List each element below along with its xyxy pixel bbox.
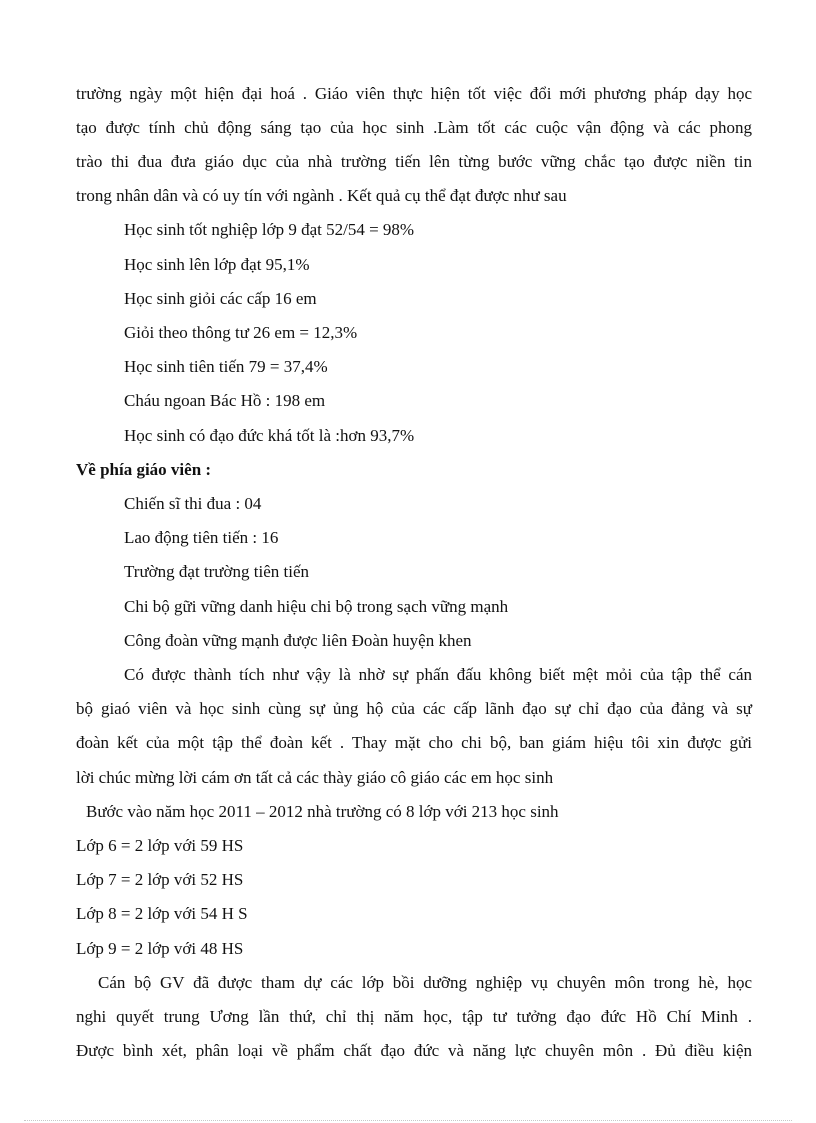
student-result-4: Giỏi theo thông tư 26 em = 12,3%	[124, 323, 358, 342]
para1-line-2: tạo được tính chủ động sáng tạo của học sinh .Làm tốt các cuộc vận động và các phong	[76, 118, 752, 137]
class-line-8: Lớp 8 = 2 lớp với 54 H S	[76, 904, 248, 923]
teacher-result-4: Chi bộ gữi vững danh hiệu chi bộ trong sạch vững mạnh	[124, 597, 509, 616]
student-result-6: Cháu ngoan Bác Hồ : 198 em	[124, 391, 326, 410]
class-line-7: Lớp 7 = 2 lớp với 52 HS	[76, 870, 244, 889]
para2-line-1: Có được thành tích như vậy là nhờ sự phấn đấu không biết mệt mỏi của tập thể cán	[124, 665, 752, 684]
class-line-6: Lớp 6 = 2 lớp với 59 HS	[76, 836, 244, 855]
teacher-result-3: Trường đạt trường tiên tiến	[124, 562, 309, 581]
teacher-result-2: Lao động tiên tiến : 16	[124, 528, 279, 547]
class-line-9: Lớp 9 = 2 lớp với 48 HS	[76, 939, 244, 958]
student-result-5: Học sinh tiên tiến 79 = 37,4%	[124, 357, 328, 376]
teacher-result-1: Chiến sĩ thi đua : 04	[124, 494, 262, 513]
teacher-result-5: Công đoàn vững mạnh được liên Đoàn huyện khen	[124, 631, 472, 650]
student-result-2: Học sinh lên lớp đạt 95,1%	[124, 255, 310, 274]
para1-line-3: trào thi đua đưa giáo dục của nhà trường tiến lên từng bước vững chắc tạo được niền tin	[76, 152, 752, 171]
student-result-1: Học sinh tốt nghiệp lớp 9 đạt 52/54 = 98%	[124, 220, 415, 239]
para1-line-4: trong nhân dân và có uy tín với ngành . Kết quả cụ thể đạt được như sau	[76, 186, 567, 205]
para3-line-2: nghi quyết trung Ương lần thứ, chỉ thị năm học, tập tư tưởng đạo đức Hồ Chí Minh .	[76, 1007, 752, 1026]
student-result-7: Học sinh có đạo đức khá tốt là :hơn 93,7%	[124, 426, 415, 445]
para2-line-2: bộ giaó viên và học sinh cùng sự ủng hộ của các cấp lãnh đạo sự chỉ đạo của đảng và sự	[76, 699, 752, 718]
teacher-heading: Về phía giáo viên :	[76, 460, 212, 479]
page-bottom-rule	[24, 1120, 792, 1121]
para3-line-1: Cán bộ GV đã được tham dự các lớp bồi dưỡng nghiệp vụ chuyên môn trong hè, học	[98, 973, 752, 992]
school-year-line: Bước vào năm học 2011 – 2012 nhà trường có 8 lớp với 213 học sinh	[86, 802, 559, 821]
para3-line-3: Được bình xét, phân loại về phẩm chất đạo đức và năng lực chuyên môn . Đủ điều kiện	[76, 1041, 752, 1060]
para2-line-4: lời chúc mừng lời cám ơn tất cả các thày giáo cô giáo các em học sinh	[76, 768, 554, 787]
student-result-3: Học sinh giỏi các cấp 16 em	[124, 289, 317, 308]
para2-line-3: đoàn kết của một tập thể đoàn kết . Thay mặt cho chi bộ, ban giám hiệu tôi xin được gửi	[76, 733, 752, 752]
para1-line-1: trường ngày một hiện đại hoá . Giáo viên thực hiện tốt việc đổi mới phương pháp dạy học	[76, 84, 752, 103]
